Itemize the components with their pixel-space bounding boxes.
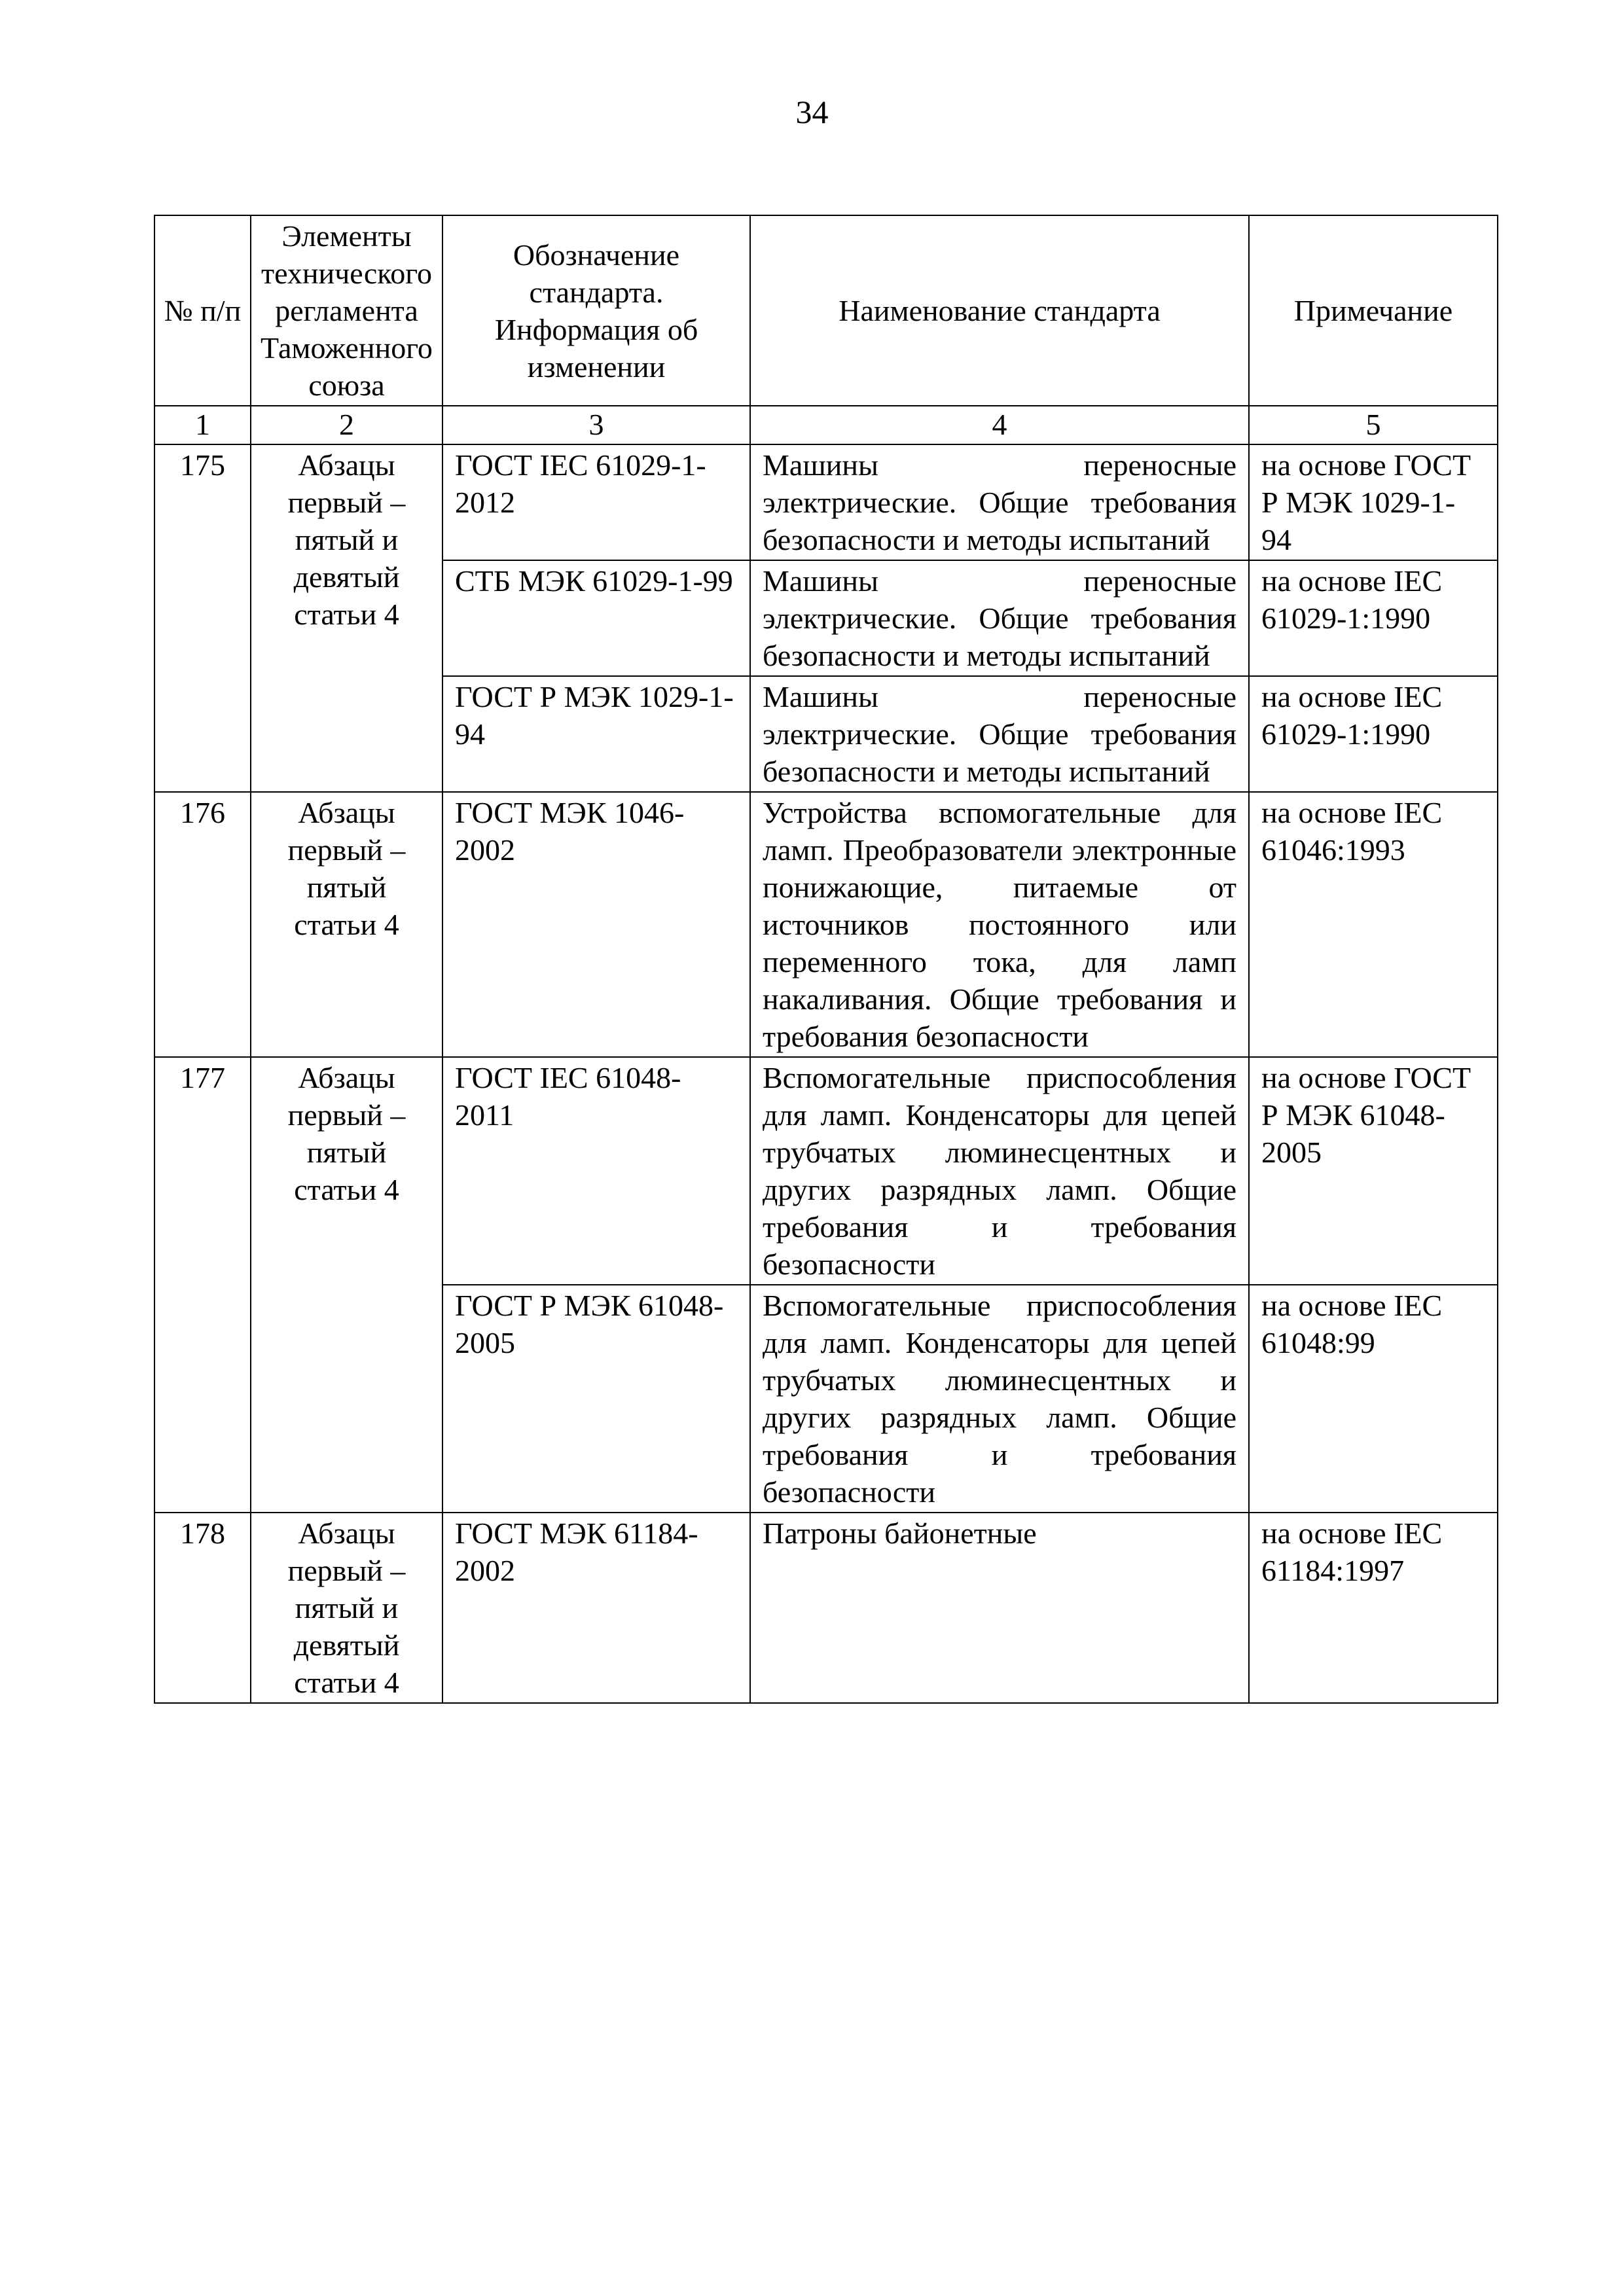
table-row [154,1057,1498,1285]
header-elements: Элементы технического регламента Таможенного союза [251,215,442,406]
standard-designation: ГОСТ МЭК 61184-2002 [442,1513,750,1703]
standard-name: Машины переносные электрические. Общие требования безопасности и методы испытаний [750,560,1249,676]
standard-name: Вспомогательные приспособления для ламп. Конденсаторы для цепей трубчатых люминесцентных и других разрядных ламп. Общие требования и требования безопасности [750,1057,1249,1285]
regulation-elements: Абзацы первый – пятый и девятый статьи 4 [251,1513,442,1703]
column-number: 3 [442,406,750,444]
standard-designation: ГОСТ Р МЭК 61048-2005 [442,1285,750,1513]
column-number-row [154,406,1498,444]
standard-name: Вспомогательные приспособления для ламп. Конденсаторы для цепей трубчатых люминесцентных и других разрядных ламп. Общие требования и требования безопасности [750,1285,1249,1513]
row-number: 177 [154,1057,251,1513]
header-designation: Обозначение стандарта. Информация об изменении [442,215,750,406]
standard-note: на основе IEC 61029-1:1990 [1249,676,1498,792]
standard-designation: ГОСТ МЭК 1046-2002 [442,792,750,1057]
row-number: 175 [154,444,251,792]
row-number: 176 [154,792,251,1057]
standard-name: Устройства вспомогательные для ламп. Преобразователи электронные понижающие, питаемые от источников постоянного или переменного тока, для ламп накаливания. Общие требования и требования безопасности [750,792,1249,1057]
page-number: 34 [795,94,829,130]
standard-designation: ГОСТ IEC 61029-1-2012 [442,444,750,560]
table-row [154,792,1498,1057]
regulation-elements: Абзацы первый – пятый статьи 4 [251,792,442,1057]
standard-name: Машины переносные электрические. Общие требования безопасности и методы испытаний [750,444,1249,560]
row-number: 178 [154,1513,251,1703]
standard-name: Машины переносные электрические. Общие требования безопасности и методы испытаний [750,676,1249,792]
standard-note: на основе IEC 61046:1993 [1249,792,1498,1057]
regulation-elements: Абзацы первый – пятый и девятый статьи 4 [251,444,442,792]
header-row [154,215,1498,406]
column-number: 4 [750,406,1249,444]
standard-name: Патроны байонетные [750,1513,1249,1703]
standard-designation: ГОСТ IEC 61048-2011 [442,1057,750,1285]
regulation-elements: Абзацы первый – пятый статьи 4 [251,1057,442,1513]
standard-note: на основе ГОСТ Р МЭК 1029-1-94 [1249,444,1498,560]
standard-note: на основе IEC 61184:1997 [1249,1513,1498,1703]
header-name: Наименование стандарта [750,215,1249,406]
standard-designation: ГОСТ Р МЭК 1029-1-94 [442,676,750,792]
column-number: 1 [154,406,251,444]
table-row [154,1513,1498,1703]
header-num: № п/п [154,215,251,406]
standard-note: на основе ГОСТ Р МЭК 61048-2005 [1249,1057,1498,1285]
standards-table [154,215,1498,1704]
standard-note: на основе IEC 61048:99 [1249,1285,1498,1513]
column-number: 5 [1249,406,1498,444]
column-number: 2 [251,406,442,444]
standard-note: на основе IEC 61029-1:1990 [1249,560,1498,676]
header-note: Примечание [1249,215,1498,406]
table-row [154,444,1498,560]
standard-designation: СТБ МЭК 61029-1-99 [442,560,750,676]
